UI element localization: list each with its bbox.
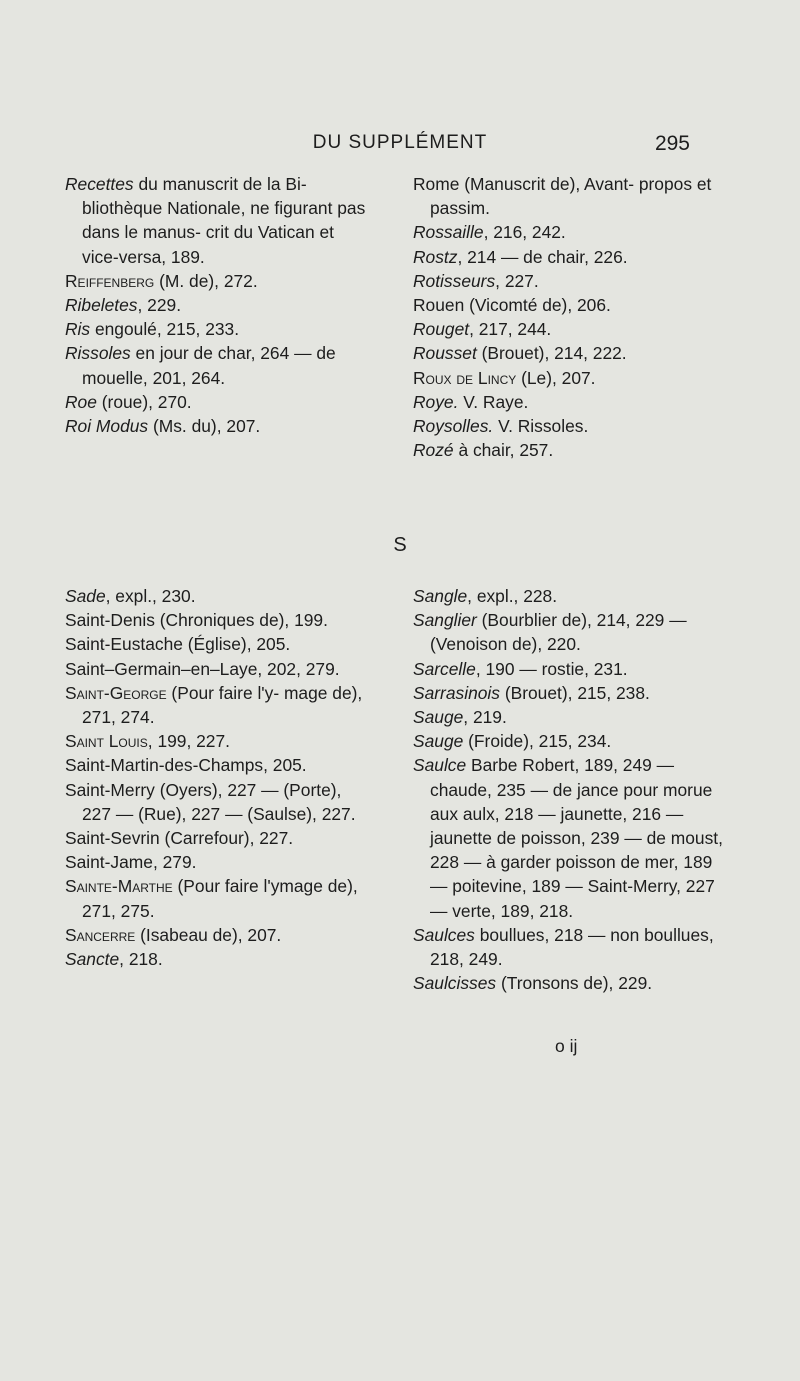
entry-headword: Rouget <box>413 319 470 340</box>
entry-text: Rouen (Vicomté de), 206. <box>413 295 611 316</box>
entry-text: (roue), 270. <box>96 391 192 412</box>
running-title: DU SUPPLÉMENT <box>312 132 488 153</box>
index-entry <box>413 414 731 438</box>
entry-text: V. Rissoles. <box>493 416 589 437</box>
entry-text: (Ms. du), 207. <box>148 416 261 437</box>
index-entry <box>413 753 731 922</box>
entry-text: , 217, 244. <box>469 319 552 340</box>
entry-headword: Ris <box>65 319 91 340</box>
index-entry <box>65 657 375 681</box>
page-number: 295 <box>654 132 690 155</box>
entry-text: , expl., 228. <box>467 586 558 606</box>
index-entry <box>65 172 375 269</box>
entry-text: Barbe Robert, 189, 249 — chaude, 235 — de jance pour morue aux aulx, 218 — jaunette, 216 — jaunette de poisson, 239 — de moust, 228 — à garder poisson de mer, 189 — poitevine, 189 — Saint-Merry, 227 — verte, 189, 218. <box>430 755 723 921</box>
index-entry <box>65 681 375 729</box>
entry-text: Saint-Sevrin (Carrefour), 227. <box>65 828 294 849</box>
index-entry <box>65 632 375 656</box>
index-entry <box>413 657 731 681</box>
index-entry <box>65 584 375 608</box>
index-entry <box>65 293 375 317</box>
index-entry <box>65 414 375 438</box>
entry-headword: Rotisseurs <box>413 270 496 291</box>
index-entry <box>65 923 375 947</box>
page-header <box>0 132 800 158</box>
entry-text: , 219. <box>463 707 507 728</box>
index-entry <box>65 729 375 753</box>
index-entry <box>65 317 375 341</box>
index-entry <box>65 269 375 293</box>
entry-text: Saint-Martin-des-Champs, 205. <box>65 755 307 776</box>
index-entry <box>413 366 731 390</box>
entry-headword: Rossaille <box>413 222 484 243</box>
entry-headword: Sanglier <box>413 610 477 631</box>
entry-headword: Rozé <box>413 440 454 461</box>
entry-headword: Rousset <box>413 343 477 364</box>
index-entry <box>413 293 731 317</box>
index-entry <box>65 850 375 874</box>
index-entry <box>65 826 375 850</box>
entry-headword: Sangle <box>413 586 468 606</box>
index-entry <box>413 172 731 220</box>
entry-text: V. Raye. <box>458 391 529 412</box>
index-entry <box>413 245 731 269</box>
entry-text: , 218. <box>119 949 163 970</box>
entry-headword: Sauge <box>413 731 464 752</box>
index-entry <box>413 438 731 462</box>
index-column-bottom-left <box>65 584 375 971</box>
index-entry <box>413 681 731 705</box>
index-entry <box>413 341 731 365</box>
entry-text: (Froide), 215, 234. <box>463 731 612 752</box>
entry-text: Saint-Eustache (Église), 205. <box>65 634 291 655</box>
signature-mark: o ij <box>555 1036 578 1056</box>
index-column-bottom-right <box>413 584 731 995</box>
entry-headword: Sancte <box>65 949 120 970</box>
index-entry <box>413 220 731 244</box>
entry-text: , 229. <box>137 295 182 316</box>
entry-text: (Pour faire l'y- mage de), 271, 274. <box>82 682 363 728</box>
entry-headword: Saulcisses <box>413 973 497 994</box>
index-entry <box>413 729 731 753</box>
entry-text: , 227. <box>495 270 539 291</box>
entry-headword: Ribeletes <box>65 295 138 316</box>
entry-text: (Le), 207. <box>516 367 596 388</box>
entry-text: (Isabeau de), 207. <box>135 924 282 945</box>
entry-text: du manuscrit de la Bi- bliothèque Nationale, ne figurant pas dans le manus- crit du Vatican et vice-versa, 189. <box>82 174 366 267</box>
entry-headword: Roye. <box>413 391 459 412</box>
entry-text: (Bourblier de), 214, 229 — (Venoison de), 220. <box>430 610 687 655</box>
entry-headword: Sade <box>65 586 106 606</box>
index-entry <box>65 778 375 826</box>
entry-headword: Roysolles. <box>413 416 494 437</box>
entry-text: , 214 — de chair, 226. <box>457 246 628 267</box>
entry-headword: Roi Modus <box>65 416 149 437</box>
entry-headword-smallcaps: Sainte-Marthe <box>65 876 173 897</box>
entry-headword-smallcaps: Roux de Lincy <box>413 367 517 388</box>
entry-text: , expl., 230. <box>105 586 196 606</box>
entry-headword: Saulce <box>413 755 467 776</box>
section-letter: S <box>393 534 407 556</box>
entry-text: engoulé, 215, 233. <box>90 319 240 340</box>
entry-text: Saint-Jame, 279. <box>65 852 197 873</box>
entry-text: à chair, 257. <box>453 440 554 461</box>
entry-text: Saint-Merry (Oyers), 227 — (Porte), 227 — (Rue), 227 — (Saulse), 227. <box>65 779 356 824</box>
entry-headword: Rissoles <box>65 343 131 364</box>
index-entry <box>413 923 731 971</box>
entry-headword: Sarrasinois <box>413 682 500 703</box>
entry-headword-smallcaps: Reiffenberg <box>65 270 155 291</box>
entry-text: (Brouet), 215, 238. <box>500 682 650 703</box>
entry-headword: Rostz <box>413 246 458 267</box>
entry-text: , 216, 242. <box>483 222 566 243</box>
entry-headword: Roe <box>65 391 97 412</box>
entry-headword: Recettes <box>65 174 134 194</box>
entry-text: (M. de), 272. <box>154 270 258 291</box>
index-entry <box>413 705 731 729</box>
entry-text: Saint-Denis (Chroniques de), 199. <box>65 610 328 631</box>
index-entry <box>65 753 375 777</box>
entry-text: boullues, 218 — non boullues, 218, 249. <box>430 924 714 970</box>
entry-headword-smallcaps: Saint Louis <box>65 731 148 752</box>
index-entry <box>65 341 375 389</box>
index-entry <box>413 390 731 414</box>
entry-headword-smallcaps: Saint-George <box>65 682 167 703</box>
entry-text: Saint–Germain–en–Laye, 202, 279. <box>65 658 340 679</box>
index-entry <box>413 584 731 608</box>
entry-text: , 190 — rostie, 231. <box>475 658 628 679</box>
index-entry <box>65 390 375 414</box>
entry-headword: Saulces <box>413 924 475 945</box>
entry-text: Rome (Manuscrit de), Avant- propos et passim. <box>413 174 712 219</box>
entry-text: (Brouet), 214, 222. <box>476 343 627 364</box>
index-entry <box>413 269 731 293</box>
index-entry <box>65 874 375 922</box>
entry-headword: Sauge <box>413 707 464 728</box>
entry-headword-smallcaps: Sancerre <box>65 924 136 945</box>
entry-headword: Sarcelle <box>413 658 476 679</box>
index-entry <box>65 947 375 971</box>
index-entry <box>413 608 731 656</box>
index-entry <box>413 317 731 341</box>
entry-text: , 199, 227. <box>147 731 230 752</box>
index-column-top-left <box>65 172 375 438</box>
entry-text: en jour de char, 264 — de mouelle, 201, 264. <box>82 343 336 388</box>
entry-text: (Pour faire l'ymage de), 271, 275. <box>82 876 358 921</box>
index-entry <box>413 971 731 995</box>
index-entry <box>65 608 375 632</box>
entry-text: (Tronsons de), 229. <box>496 973 653 994</box>
index-column-top-right <box>413 172 731 462</box>
